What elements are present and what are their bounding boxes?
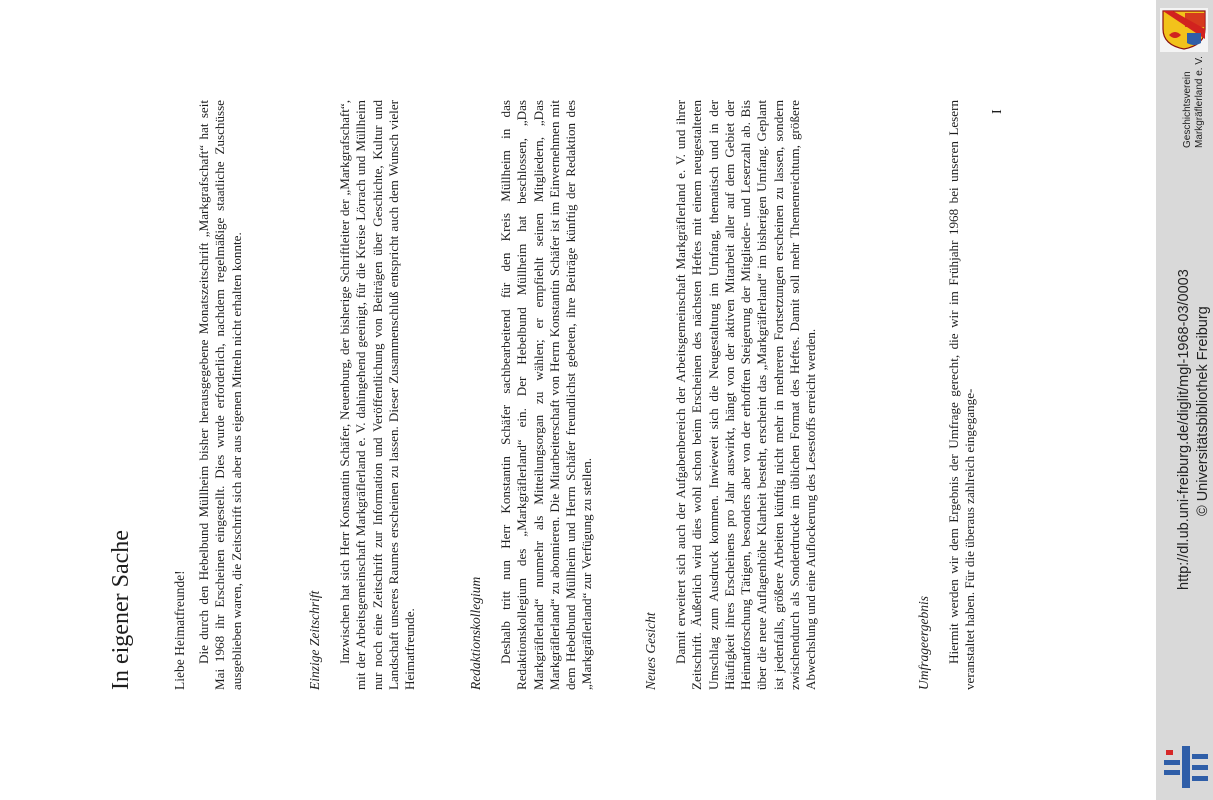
intro-paragraph: [196, 100, 245, 690]
section-text-neues-gesicht: [673, 100, 820, 690]
paragraph: Inzwischen hat sich Herr Konstantin Schäfer, Neuenburg, der bisherige Schriftleiter der „Markgrafschaft“, mit der Arbeitsgemeinschaft Markgräflerland e. V. dahingehend geeinigt, für die Kreise Lörrach und Müllheim nur noch eine Zeitschrift zur Information und Veröffentlichung von Beiträgen über Geschichte, Kultur und Landschaft unseres Raumes erscheinen zu lassen. Dieser Zusammenschluß entspricht auch dem Wunsch vieler Heimatfreunde.: [337, 100, 418, 690]
university-library-logo-icon: [1164, 746, 1208, 788]
society-name-line2: Markgräflerland e. V.: [1194, 56, 1205, 148]
page-title: In eigener Sache: [108, 530, 134, 690]
page-number: I: [990, 109, 1005, 114]
section-heading-umfrageergebnis: Umfrageergebnis: [916, 596, 931, 690]
section-heading-einzige-zeitschrift: Einzige Zeitschrift: [307, 590, 322, 690]
section-text-umfrageergebnis: [946, 100, 979, 690]
society-crest-icon: [1161, 9, 1207, 50]
section-heading-redaktionskollegium: Redaktionskollegium: [468, 576, 483, 690]
paragraph: Hiermit werden wir dem Ergebnis der Umfrage gerecht, die wir im Frühjahr 1968 bei unseren Lesern veranstaltet haben. Für die überaus zahlreich eingegange-: [946, 100, 978, 690]
section-text-redaktionskollegium: [498, 100, 596, 690]
greeting: Liebe Heimatfreunde!: [172, 570, 187, 690]
paragraph: Damit erweitert sich auch der Aufgabenbereich der Arbeitsgemeinschaft Markgräflerland e. V. und ihrer Zeitschrift. Äußerlich wird dies wohl schon beim Erscheinen des nächsten Heftes mit einem neugestalteten Umschlag zum Ausdruck kommen. Inwieweit sich die Neugestaltung im Umfang, thematisch und in der Häufigkeit ihres Erscheinens pro Jahr auswirkt, hängt von der aktiven Mitarbeit aller auf dem Gebiet der Heimatforschung Tätigen, besonders aber von der erhofften Steigerung der Mitglieder- und Leserzahl ab. Bis über die neue Auflagenhöhe Klarheit besteht, erscheint das „Markgräflerland“ im bisherigen Umfang. Geplant ist jedenfalls, größere Arbeiten künftig nicht mehr in mehreren Fortsetzungen erscheinen zu lassen, sondern zwischendurch als Sonderdrucke im üblichen Format des Heftes. Damit soll mehr Themenreichtum, größere Abwechslung und eine Auflockerung des Lesestoffs erreicht werden.: [673, 100, 819, 690]
intro-text: Die durch den Hebelbund Müllheim bisher herausgegebene Monatszeitschrift „Markgrafschaft“ hat seit Mai 1968 ihr Erscheinen eingestellt. Dies wurde erforderlich, nachdem regelmäßige staatliche Zuschüsse ausgeblieben waren, die Zeitschrift sich aber aus eigenen Mitteln nicht erhalten konnte.: [196, 100, 244, 690]
library-url-link[interactable]: http://dl.ub.uni-freiburg.de/diglit/mgl-1968-03/0003: [1176, 269, 1192, 590]
section-heading-neues-gesicht: Neues Gesicht: [643, 612, 658, 690]
paragraph: Deshalb tritt nun Herr Konstantin Schäfer sachbearbeitend für den Kreis Müllheim in das Redaktionskollegium des „Markgräflerland“ ein. Der Hebelbund Müllheim hat beschlossen, „Das Markgräflerland“ nunmehr als Mitteilungsorgan zu wählen; er empfiehlt seinen Mitgliedern, „Das Markgräflerland“ zu abonnieren. Die Mitarbeiterschaft von Herrn Konstantin Schäfer ist im Einvernehmen mit dem Hebelbund Müllheim und Herrn Schäfer freundlichst gebeten, ihre Beiträge künftig der Redaktion des „Markgräflerland“ zur Verfügung zu stellen.: [498, 100, 595, 690]
library-copyright: © Universitätsbibliothek Freiburg: [1195, 306, 1211, 516]
section-text-einzige-zeitschrift: [337, 100, 418, 690]
society-name-line1: Geschichtsverein: [1182, 71, 1193, 148]
